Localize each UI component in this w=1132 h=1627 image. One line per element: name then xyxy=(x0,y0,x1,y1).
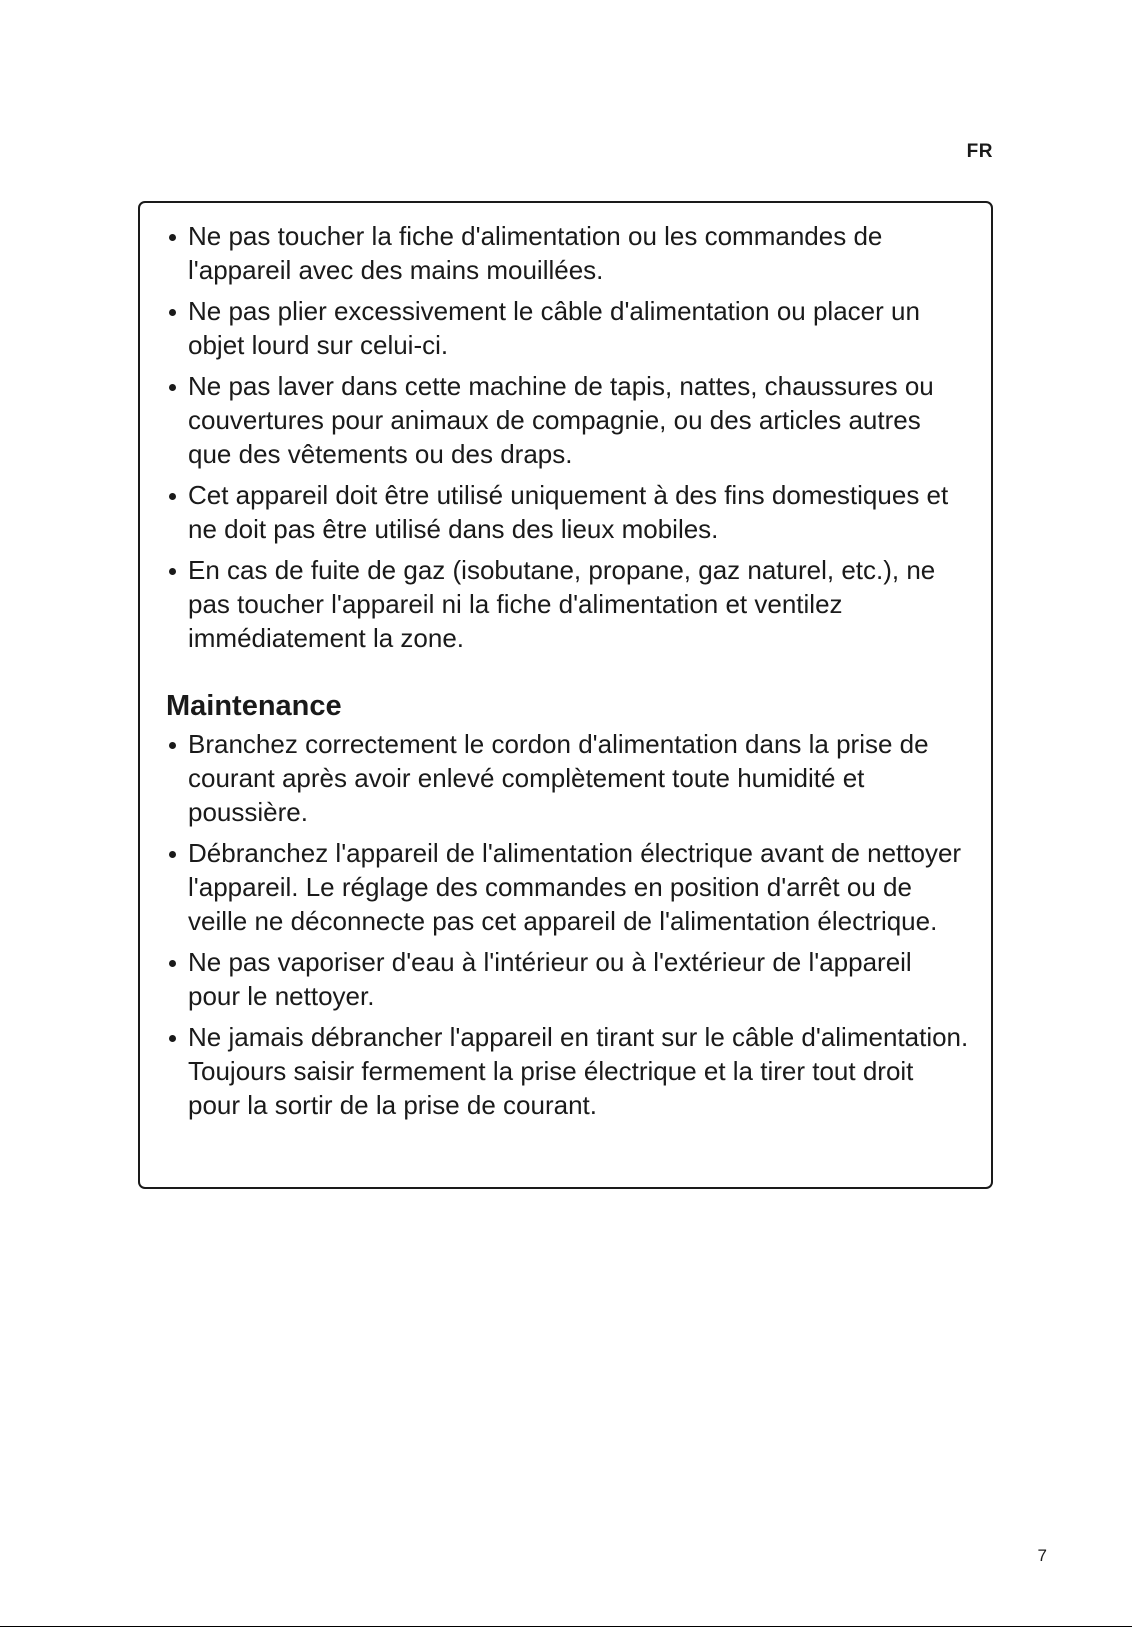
list-item: Ne pas laver dans cette machine de tapis, nattes, chaussures ou couvertures pour animaux de compagnie, ou des articles autres que des vêtements ou des draps. xyxy=(166,369,969,471)
maintenance-heading: Maintenance xyxy=(166,690,342,722)
list-item: Ne pas toucher la fiche d'alimentation ou les commandes de l'appareil avec des mains mouillées. xyxy=(166,219,969,287)
maintenance-list xyxy=(166,727,969,1122)
page-number: 7 xyxy=(1037,1546,1047,1565)
list-item: En cas de fuite de gaz (isobutane, propane, gaz naturel, etc.), ne pas toucher l'appareil ni la fiche d'alimentation et ventilez immédiatement la zone. xyxy=(166,553,969,655)
list-item: Ne pas plier excessivement le câble d'alimentation ou placer un objet lourd sur celui-ci. xyxy=(166,294,969,362)
safety-list xyxy=(166,219,969,655)
list-item: Branchez correctement le cordon d'alimentation dans la prise de courant après avoir enlevé complètement toute humidité et poussière. xyxy=(166,727,969,829)
list-item: Débranchez l'appareil de l'alimentation électrique avant de nettoyer l'appareil. Le réglage des commandes en position d'arrêt ou de veille ne déconnecte pas cet appareil de l'alimentation électrique. xyxy=(166,836,969,938)
list-item: Ne jamais débrancher l'appareil en tirant sur le câble d'alimentation. Toujours saisir fermement la prise électrique et la tirer tout droit pour la sortir de la prise de courant. xyxy=(166,1020,969,1122)
safety-instructions-box xyxy=(138,201,993,1189)
list-item: Cet appareil doit être utilisé uniquement à des fins domestiques et ne doit pas être utilisé dans des lieux mobiles. xyxy=(166,478,969,546)
list-item: Ne pas vaporiser d'eau à l'intérieur ou à l'extérieur de l'appareil pour le nettoyer. xyxy=(166,945,969,1013)
language-code: FR xyxy=(966,141,993,162)
